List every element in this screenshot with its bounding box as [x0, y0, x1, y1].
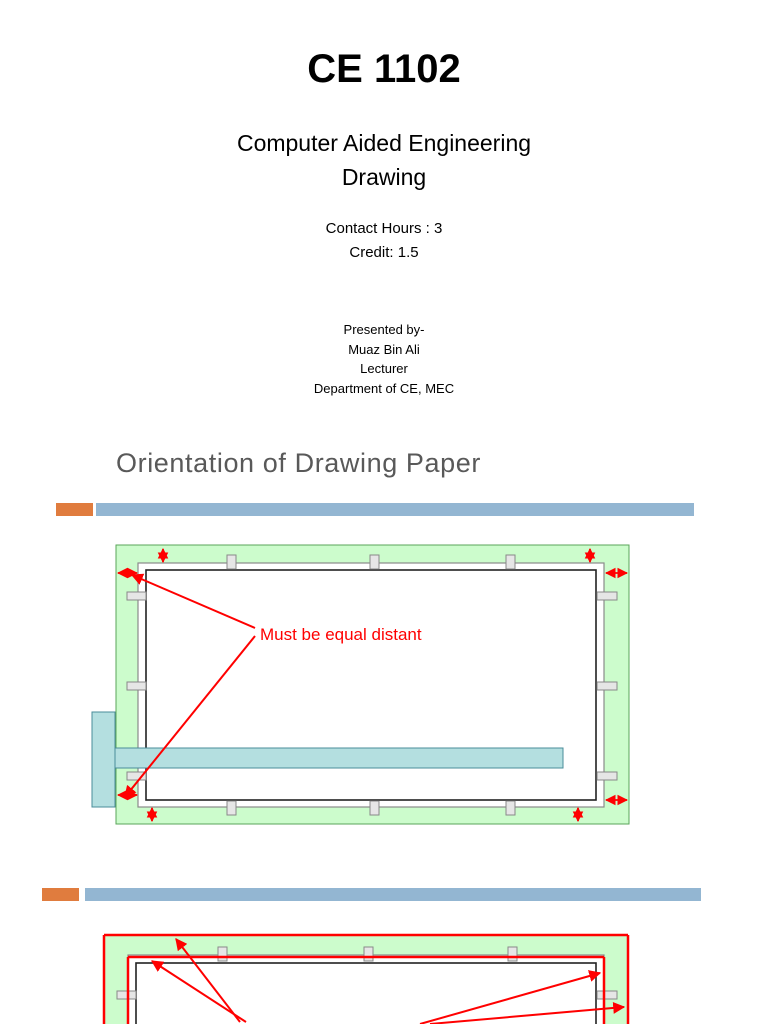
course-title-line2: Drawing [341, 164, 427, 190]
presented-by-label: Presented by- [343, 322, 425, 337]
tsquare-blade [115, 748, 563, 768]
drawing-board-diagram [92, 545, 629, 824]
contact-hours: Contact Hours : 3 [325, 220, 443, 237]
annotation-label: Must be equal distant [260, 625, 422, 644]
slide2-bar-accent [42, 888, 79, 901]
course-title-line1: Computer Aided Engineering [236, 130, 532, 156]
presenter-department: Department of CE, MEC [313, 380, 455, 396]
presenter-role: Lecturer [360, 361, 408, 376]
slide2-bar [85, 888, 701, 901]
tsquare-head [92, 712, 115, 807]
slide-title: Orientation of Drawing Paper [116, 448, 481, 478]
course-code: CE 1102 [307, 47, 461, 91]
credit: Credit: 1.5 [349, 244, 419, 261]
presenter-name: Muaz Bin Ali [348, 341, 420, 357]
slide-two-partial [42, 888, 701, 1024]
